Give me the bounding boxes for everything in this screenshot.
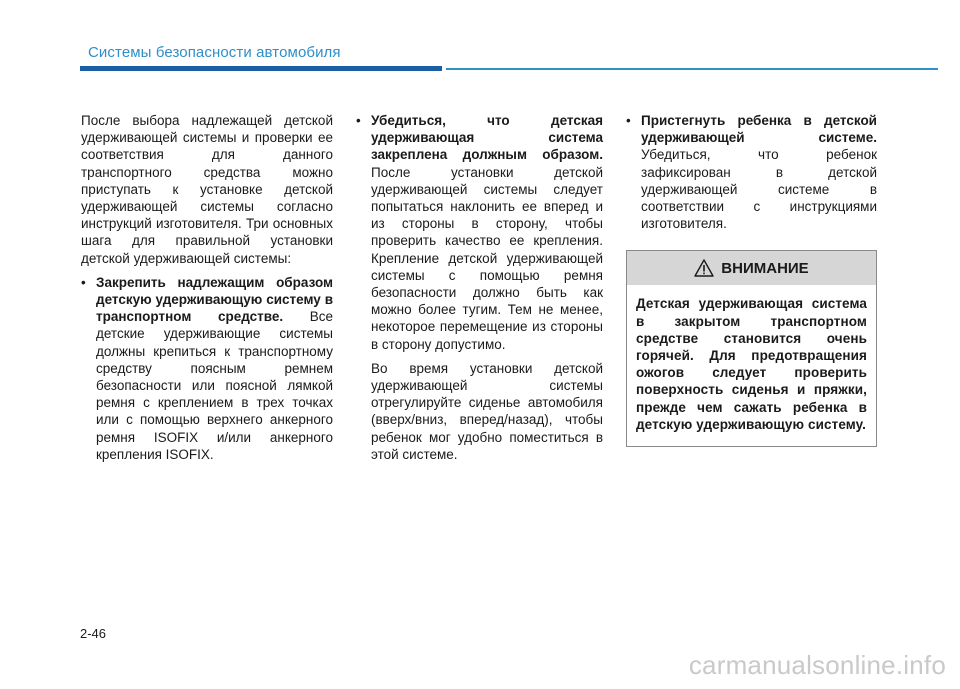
page-number: 2-46 [80, 626, 107, 641]
warning-header [627, 251, 876, 285]
bullet-secure-seat [81, 274, 333, 463]
watermark: carmanualsonline.info [688, 650, 946, 680]
header-rule-thick [80, 66, 442, 71]
intro-paragraph: После выбора надлежащей детской удерживающей системы и проверки ее соответствия для данного транспортного средства можно приступать к установке детской удерживающей системы согласно инструкций изготовителя. Три основных шага для правильной установки детской удерживающей системы: [81, 113, 333, 266]
bullet-dot: • [356, 113, 361, 128]
adjust-seat-paragraph: Во время установки детской удерживающей системы отрегулируйте сиденье автомобиля (вверх/вниз, вперед/назад), чтобы ребенок мог удобно поместиться в этой системе. [371, 360, 603, 462]
bullet-text: После установки детской удерживающей системы следует попытаться наклонить ее вперед и из стороны в сторону, чтобы проверить качество ее крепления. Крепление детской удерживающей системы с помощью ремня безопасности должно быть как можно более тугим. Тем не менее, некоторое перемещение из стороны в сторону допустимо. [371, 164, 603, 352]
warning-triangle-icon [694, 259, 714, 277]
warning-body: Детская удерживающая система в закрытом транспортном средстве становится очень горячей. Для предотвращения ожогов следует проверить поверхность сиденья и пряжки, прежде чем сажать ребенка в детскую удерживающую систему. [636, 296, 867, 432]
header-rule-thin [446, 68, 938, 70]
bullet-buckle-child [626, 112, 877, 232]
bullet-check-secured [356, 112, 603, 353]
bullet-dot: • [81, 274, 86, 290]
warning-box [626, 250, 877, 447]
bullet-text: Все детские удерживающие системы должны крепиться к транспортному средству поясным ремнем безопасности или поясной лямкой ремня с креплением в трех точках или с помощью верхнего анкерного ремня ISOFIX и/или анкерного крепления ISOFIX. [96, 309, 333, 462]
bullet-text: Убедиться, что ребенок зафиксирован в детской удерживающей системе в соответствии с инструкциями изготовителя. [641, 147, 877, 232]
warning-title: ВНИМАНИЕ [721, 259, 809, 277]
column-3 [626, 112, 877, 447]
section-title: Системы безопасности автомобиля [88, 44, 341, 61]
bullet-bold-text: Пристегнуть ребенка в детской удерживающей системе. [641, 113, 877, 146]
column-2 [356, 112, 603, 470]
column-1 [81, 112, 333, 470]
bullet-dot: • [626, 113, 631, 128]
bullet-bold-text: Закрепить надлежащим образом детскую удерживающую систему в транспортном средстве. [96, 274, 333, 325]
bullet-bold-text: Убедиться, что детская удерживающая система закреплена должным образом. [371, 113, 603, 163]
